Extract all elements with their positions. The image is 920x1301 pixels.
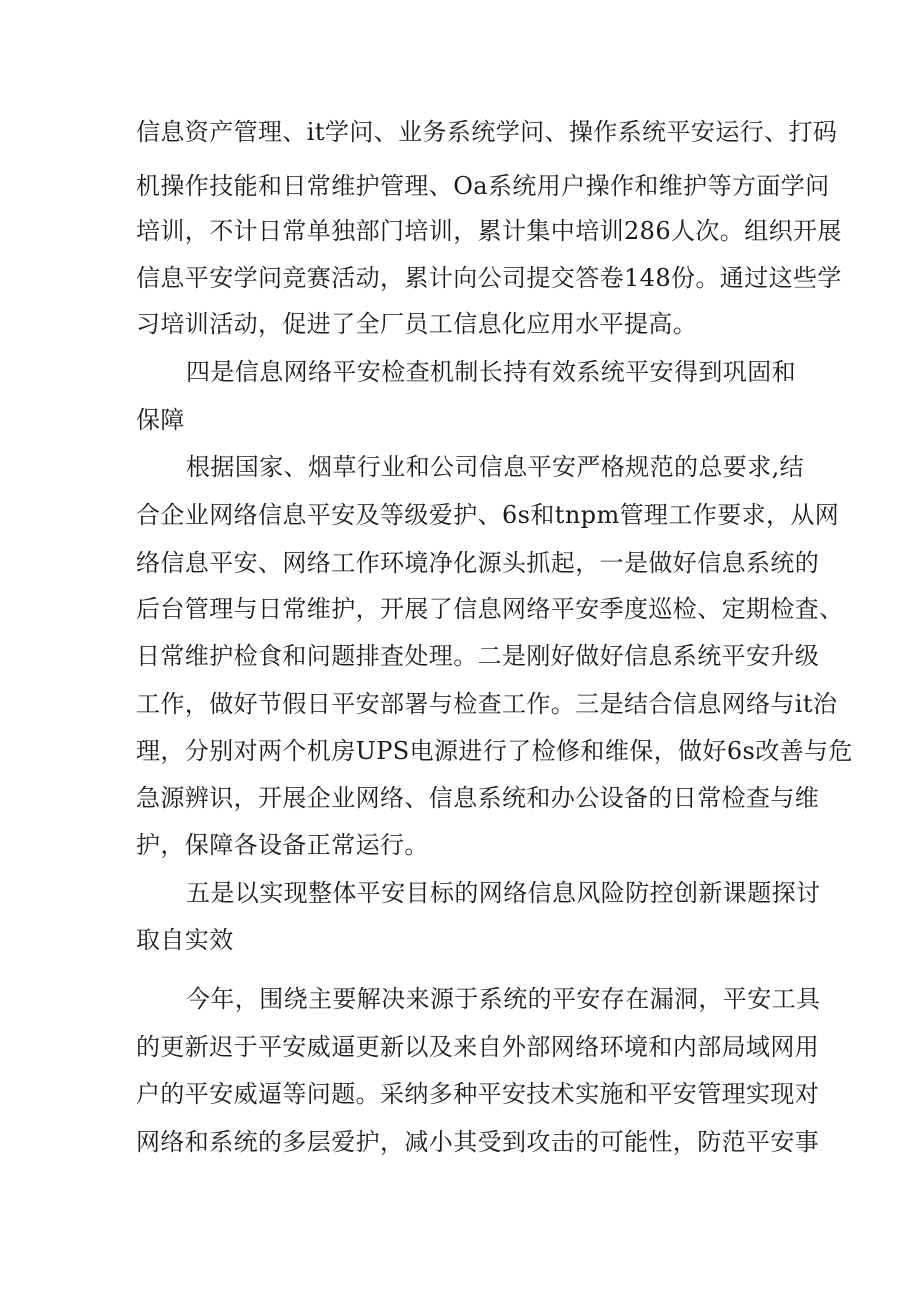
text-line: 的更新迟于平安威逼更新以及来自外部网络环境和内部局域网用 [136, 1033, 820, 1061]
text-line: 培训，不计日常单独部门培训，累计集中培训286人次。组织开展 [136, 217, 842, 245]
text-line: 工作，做好节假日平安部署与检查工作。三是结合信息网络与it治 [136, 690, 838, 718]
text-line: 急源辨识，开展企业网络、信息系统和办公设备的日常检查与维 [136, 784, 820, 812]
text-line: 今年，围绕主要解决来源于系统的平安存在漏洞，平安工具 [186, 985, 821, 1013]
text-line: 户的平安威逼等问题。采纳多种平安技术实施和平安管理实现对 [136, 1080, 820, 1108]
text-line: 机操作技能和日常维护管理、Oa系统用户操作和维护等方面学问 [136, 172, 830, 200]
text-line: 合企业网络信息平安及等级爱护、6s和tnpm管理工作要求，从网 [136, 501, 840, 529]
section-heading-line: 保障 [136, 406, 185, 434]
text-line: 习培训活动，促进了全厂员工信息化应用水平提高。 [136, 310, 698, 338]
text-line: 网络和系统的多层爱护，减小其受到攻击的可能性，防范平安事 [136, 1128, 820, 1156]
text-line: 理，分别对两个机房UPS电源进行了检修和维保，做好6s改善与危 [136, 737, 853, 765]
text-line: 后台管理与日常维护，开展了信息网络平安季度巡检、定期检査、 [136, 595, 844, 623]
section-heading-line: 取自实效 [136, 926, 234, 954]
text-line: 信息平安学问竞赛活动，累计向公司提交答卷148份。通过这些学 [136, 264, 842, 292]
text-line: 护，保障各设备正常运行。 [136, 831, 429, 859]
section-heading-line: 四是信息网络平安检查机制长持有效系统平安得到巩固和 [186, 358, 796, 386]
section-heading-line: 五是以实现整体平安目标的网络信息风险防控创新课题探讨 [186, 879, 821, 907]
text-line: 根据国家、烟草行业和公司信息平安严格规范的总要求,结 [186, 453, 805, 481]
text-line: 信息资产管理、it学问、业务系统学问、操作系统平安运行、打码 [136, 118, 838, 146]
text-line: 日常维护检食和问题排査处理。二是刚好做好信息系统平安升级 [136, 642, 820, 670]
text-line: 络信息平安、网络工作环境净化源头抓起，一是做好信息系统的 [136, 549, 820, 577]
